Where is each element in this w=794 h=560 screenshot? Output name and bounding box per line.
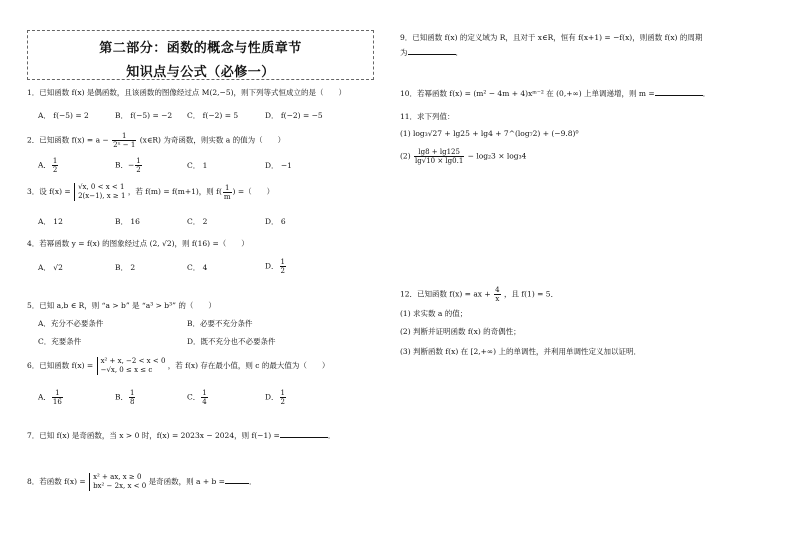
q10-text: 10．若幂函数 f(x) = (m² − 4m + 4)xᵐ⁻² 在 (0,+∞) 上单调递增，则 m = xyxy=(400,89,655,98)
q6-option-c-label: C． xyxy=(187,392,201,402)
q6-text-post: ，若 f(x) 存在最小值，则 c 的最大值为（ ） xyxy=(167,361,330,370)
q8-text-post: 是奇函数，则 a + b = xyxy=(148,477,225,486)
q8-case-1: x² + ax, x ≥ 0 xyxy=(93,473,142,481)
q2-option-d: D． −1 xyxy=(265,161,292,170)
q1-option-c: C． f(−2) = 5 xyxy=(187,111,239,120)
q11-part-2-label: (2) xyxy=(400,151,411,161)
q2-b-den: 2 xyxy=(136,166,141,174)
q8-piecewise xyxy=(89,473,146,491)
q12-part-2: (2) 判断并证明函数 f(x) 的奇偶性； xyxy=(400,327,521,336)
section-title-box xyxy=(27,30,374,80)
q7-answer-blank xyxy=(280,430,328,438)
question-9: 9．已知函数 f(x) 的定义域为 R，且对于 x∈R，恒有 f(x+1) = −f(x)，则函数 f(x) 的周期 xyxy=(400,33,703,42)
q9-answer-blank xyxy=(408,47,456,55)
q6-option-a xyxy=(38,389,64,406)
q2-a-num: 1 xyxy=(52,157,58,165)
question-4: 4．若幂函数 y = f(x) 的图象经过点 (2, √2)，则 f(16) =（ ） xyxy=(27,239,249,248)
q6-case-2: −√x, 0 ≤ x ≤ c xyxy=(100,366,153,374)
q12-text-pre: 12．已知函数 f(x) = ax + xyxy=(400,289,491,299)
q12-frac-den: x xyxy=(495,295,500,303)
q2-option-a-label: A． xyxy=(38,160,51,170)
section-title: 第二部分：函数的概念与性质章节 xyxy=(99,41,302,56)
q6-c-den: 4 xyxy=(202,398,207,406)
question-8: 8．若函数 f(x) = x² + ax, x ≥ 0 bx² − 2x, x < 0 是奇函数，则 a + b = ． xyxy=(27,473,257,490)
q6-piecewise xyxy=(97,357,166,375)
q3-frac-den: m xyxy=(223,192,231,201)
q3-text-pre: 3．设 f(x) = xyxy=(27,187,71,196)
q1-option-a: A． f(−5) = 2 xyxy=(38,111,89,120)
q6-a-den: 16 xyxy=(52,398,62,406)
q12-fraction xyxy=(494,286,500,303)
q4-option-b: B． 2 xyxy=(115,263,136,272)
q1-option-b: B． f(−5) = −2 xyxy=(115,111,173,120)
q3-option-b: B． 16 xyxy=(115,217,140,226)
q6-case-1: x² + x, −2 < x < 0 xyxy=(100,357,166,365)
q4-option-d xyxy=(265,258,287,275)
question-3 xyxy=(27,183,274,201)
q5-option-c: C．充要条件 xyxy=(38,337,82,346)
q2-frac-num: 1 xyxy=(112,132,136,141)
q2-frac-den: 2ˣ − 1 xyxy=(113,141,136,149)
q2-text-pre: 2．已知函数 f(x) = a − xyxy=(27,135,109,145)
question-2 xyxy=(27,132,285,149)
q4-d-num: 1 xyxy=(280,258,285,266)
q11-part-2 xyxy=(400,148,526,165)
q3-text-mid: ，若 f(m) = f(m+1)，则 f( xyxy=(127,187,222,196)
q12-text-post: ，且 f(1) = 5． xyxy=(503,289,559,299)
q8-case-2: bx² − 2x, x < 0 xyxy=(93,482,147,490)
q12-part-1: (1) 求实数 a 的值； xyxy=(400,309,468,318)
q4-d-den: 2 xyxy=(280,267,285,275)
q2-option-c: C． 1 xyxy=(187,161,208,170)
q3-text-post: ) =（ ） xyxy=(232,187,275,196)
q11-frac-num: lg8 + lg125 xyxy=(414,148,464,157)
q2-option-b xyxy=(115,157,143,174)
q3-option-a: A． 12 xyxy=(38,217,63,226)
q4-option-c: C． 4 xyxy=(187,263,208,272)
q6-option-d-label: D． xyxy=(265,392,279,402)
q11-part-1: (1) log₃√27 + lg25 + lg4 + 7^(log₇2) + (−9.8)⁰ xyxy=(400,129,579,138)
q4-option-a: A． √2 xyxy=(38,263,63,272)
q2-b-num: 1 xyxy=(136,157,141,165)
q8-answer-blank xyxy=(225,476,249,484)
q10-answer-blank xyxy=(655,88,703,96)
q6-d-den: 2 xyxy=(280,398,285,406)
question-7: 7．已知 f(x) 是奇函数，当 x > 0 时，f(x) = 2023x − 2024，则 f(−1) = ． xyxy=(27,431,336,440)
q11-frac-den: lg√10 × lg0.1 xyxy=(415,157,464,165)
q8-text-pre: 8．若函数 f(x) = xyxy=(27,477,86,486)
q5-option-d: D．既不充分也不必要条件 xyxy=(187,337,276,346)
q2-fraction xyxy=(112,132,136,149)
q6-option-b-label: B． xyxy=(115,392,129,402)
q3-frac-num: 1 xyxy=(223,184,232,193)
question-10: 10．若幂函数 f(x) = (m² − 4m + 4)xᵐ⁻² 在 (0,+∞) 上单调递增，则 m = ． xyxy=(400,89,711,98)
q6-c-num: 1 xyxy=(202,389,207,397)
section-subtitle: 知识点与公式（必修一） xyxy=(126,65,275,80)
question-1: 1．已知函数 f(x) 是偶函数，且该函数的图像经过点 M(2,−5)，则下列等式恒成立的是（ ） xyxy=(27,88,347,97)
question-9-line2: 为 ． xyxy=(400,48,463,57)
q3-option-c: C． 2 xyxy=(187,217,208,226)
q6-text-pre: 6．已知函数 f(x) = xyxy=(27,361,94,370)
q11-part-2-post: − log₂3 × log₃4 xyxy=(467,151,527,161)
q3-piecewise xyxy=(74,183,125,201)
question-5: 5．已知 a,b ∈ R，则 “a > b” 是 “a³ > b³” 的（ ） xyxy=(27,301,216,310)
q6-option-c xyxy=(187,389,209,406)
q3-option-d: D． 6 xyxy=(265,217,286,226)
q11-fraction xyxy=(414,148,464,165)
q12-frac-num: 4 xyxy=(495,286,500,294)
q12-part-3: (3) 判断函数 f(x) 在 [2,+∞) 上的单调性，并利用单调性定义加以证明． xyxy=(400,347,641,356)
q6-option-d xyxy=(265,389,287,406)
q2-option-a xyxy=(38,157,59,174)
question-6 xyxy=(27,357,329,375)
q1-option-d: D． f(−2) = −5 xyxy=(265,111,323,120)
q6-option-a-label: A． xyxy=(38,392,51,402)
q3-case-2: 2(x−1), x ≥ 1 xyxy=(78,192,126,200)
q2-text-post: (x∈R) 为奇函数，则实数 a 的值为（ ） xyxy=(139,135,286,145)
q5-option-b: B．必要不充分条件 xyxy=(187,319,253,328)
question-11: 11．求下列值： xyxy=(400,112,455,121)
question-12 xyxy=(400,286,558,303)
q5-option-a: A．充分不必要条件 xyxy=(38,319,104,328)
q6-option-b xyxy=(115,389,136,406)
q2-option-b-label: B．− xyxy=(115,160,135,170)
q7-text: 7．已知 f(x) 是奇函数，当 x > 0 时，f(x) = 2023x − 2024，则 f(−1) = xyxy=(27,431,280,440)
q9-line2-text: 为 xyxy=(400,48,408,57)
q6-d-num: 1 xyxy=(280,389,285,397)
q3-case-1: √x, 0 < x < 1 xyxy=(78,183,125,191)
q6-b-num: 1 xyxy=(130,389,135,397)
q2-a-den: 2 xyxy=(52,166,58,174)
q4-option-d-label: D． xyxy=(265,261,279,271)
q6-b-den: 8 xyxy=(130,398,135,406)
q6-a-num: 1 xyxy=(52,389,63,398)
